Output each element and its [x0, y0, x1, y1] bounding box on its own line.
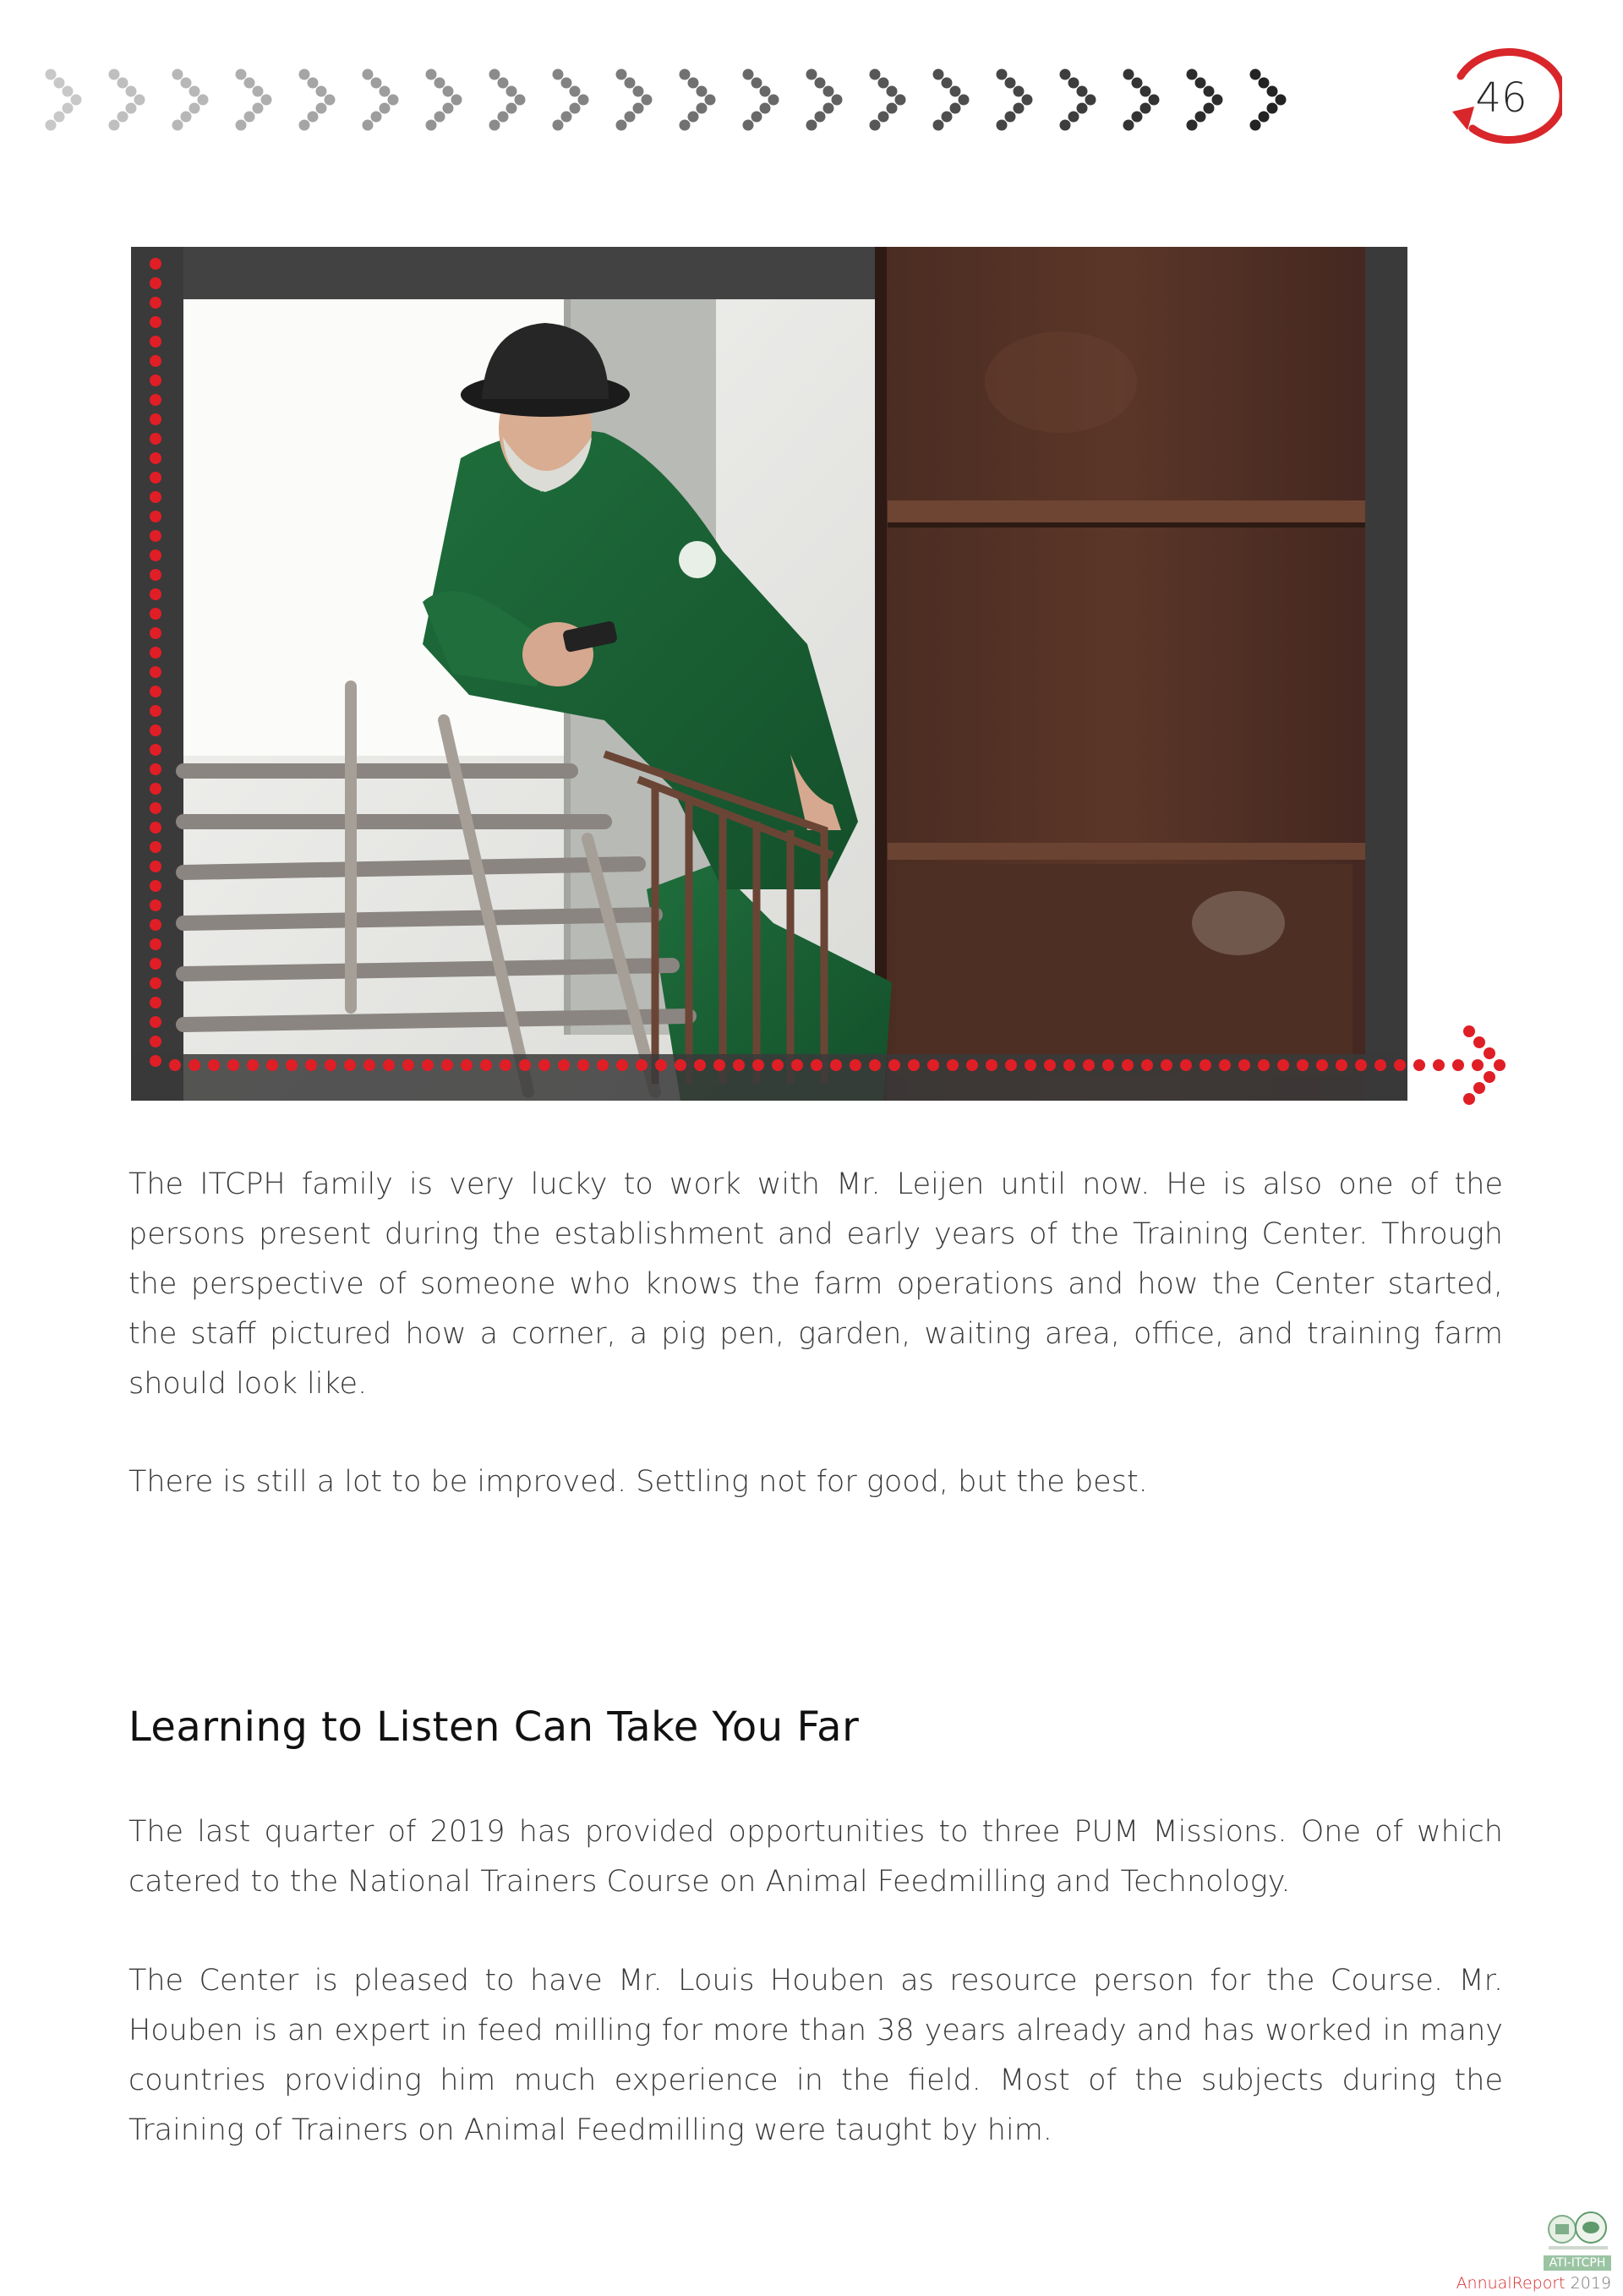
chevron-right-icon: [616, 69, 653, 131]
chevron-right-icon: [997, 69, 1033, 131]
paragraph-houben: The Center is pleased to have Mr. Louis Houben as resource person for the Course. Mr. Houben is an expert in feed milling for more than 38 years already and has worked in many countries providing him much experience in the field. Most of the subjects during the Training of Trainers on Animal Feedmilling were taught by him.: [128, 1964, 1503, 2147]
chevron-right-icon: [1187, 69, 1223, 131]
footer-report-year: 2019: [1570, 2274, 1611, 2293]
paragraph-improvement: There is still a lot to be improved. Settling not for good, but the best.: [128, 1465, 1148, 1499]
chevron-right-icon: [172, 69, 209, 131]
trail-dot: [1484, 1071, 1495, 1083]
trail-dot: [1463, 1093, 1475, 1105]
chevron-right-icon: [426, 69, 462, 131]
trail-dot: [1433, 1059, 1445, 1071]
trail-dot: [1452, 1059, 1464, 1071]
chevron-right-icon: [806, 69, 843, 131]
trail-dot: [1473, 1082, 1485, 1094]
chevron-right-icon: [46, 69, 82, 131]
paragraph-leijen: The ITCPH family is very lucky to work with Mr. Leijen until now. He is also one of the persons present during the establishment and early years of the Training Center. Through the perspective of someone who knows the farm operations and how the Center started, the staff pictured how a corner, a pig pen, garden, waiting area, office, and training farm should look like.: [128, 1167, 1503, 1401]
chevron-right-icon: [553, 69, 589, 131]
footer-report-word: Report: [1511, 2274, 1566, 2293]
footer-badge: ATI-ITCPH: [1544, 2255, 1611, 2271]
chevron-right-icon: [109, 69, 145, 131]
chevron-right-icon: [299, 69, 336, 131]
footer-report-label: [1432, 2274, 1611, 2293]
section-heading: Learning to Listen Can Take You Far: [128, 1703, 860, 1751]
trail-dot: [1473, 1036, 1485, 1048]
trail-dot: [1494, 1059, 1506, 1071]
trail-dot: [1413, 1059, 1425, 1071]
chevron-right-icon: [1060, 69, 1096, 131]
chevron-right-icon: [1250, 69, 1287, 131]
chevron-right-icon: [236, 69, 272, 131]
footer-report-annual: Annual: [1456, 2274, 1512, 2293]
trail-dot: [1463, 1025, 1475, 1037]
chevron-right-icon: [870, 69, 906, 131]
chevron-right-icon: [363, 69, 399, 131]
chevron-right-icon: [743, 69, 779, 131]
header-chevron-row: [44, 66, 1295, 134]
feature-photo: [131, 247, 1407, 1101]
page-number: 46: [1475, 74, 1527, 122]
chevron-right-icon: [680, 69, 716, 131]
footer-logo-icon: [1544, 2211, 1611, 2255]
paragraph-pum-missions: The last quarter of 2019 has provided opportunities to three PUM Missions. One of which catered to the National Trainers Course on Animal Feedmilling and Technology.: [128, 1815, 1503, 1899]
photo-scene: [131, 247, 1407, 1101]
chevron-right-icon: [1123, 69, 1160, 131]
trail-dot: [1472, 1059, 1484, 1071]
trail-dot: [1484, 1047, 1495, 1059]
chevron-right-icon: [933, 69, 970, 131]
chevron-right-icon: [489, 69, 526, 131]
